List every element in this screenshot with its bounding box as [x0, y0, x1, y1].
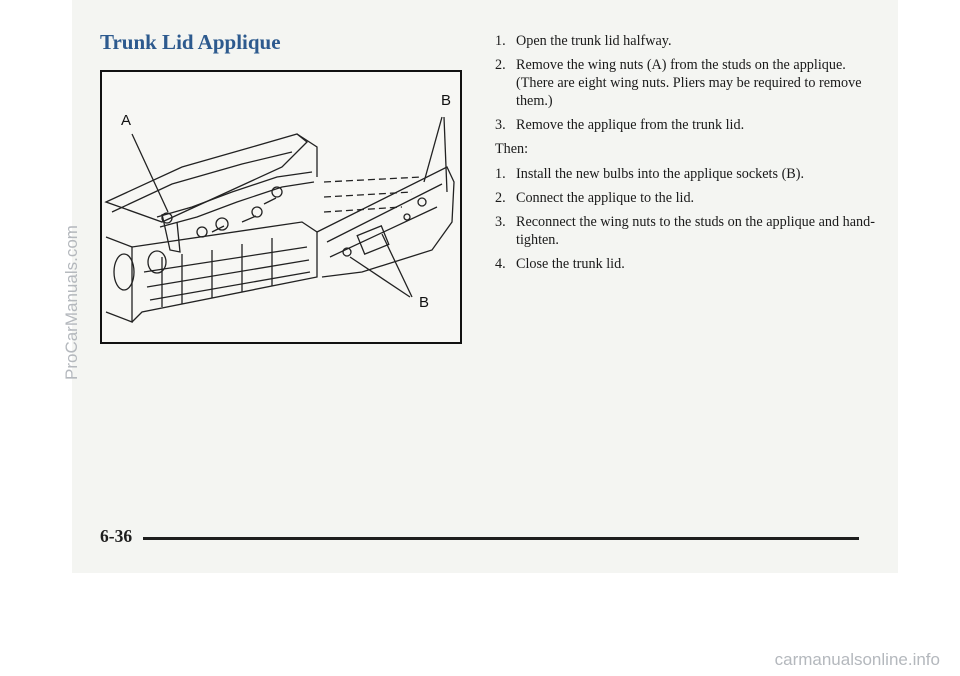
step-text: Connect the applique to the lid. — [516, 190, 695, 206]
step-item — [495, 116, 875, 134]
step-number: 4. — [495, 256, 506, 272]
callout-a: A — [121, 112, 132, 129]
side-watermark: ProCarManuals.com — [62, 225, 81, 380]
footer-rule — [143, 537, 859, 540]
page-title: Trunk Lid Applique — [100, 30, 281, 54]
step-number: 1. — [495, 166, 506, 182]
step-number: 1. — [495, 33, 506, 49]
step-text: Open the trunk lid halfway. — [516, 33, 672, 49]
page-number: 6-36 — [100, 526, 133, 546]
step-text: Remove the wing nuts (A) from the studs on the applique. (There are eight wing nuts. Pliers may be required to remove them.) — [516, 57, 862, 109]
trunk-lid-illustration — [100, 70, 462, 344]
step-item — [495, 213, 875, 249]
step-item — [495, 165, 875, 183]
step-item — [495, 32, 875, 50]
callout-b-bottom: B — [419, 294, 430, 311]
callout-b-top: B — [441, 92, 452, 109]
step-text: Remove the applique from the trunk lid. — [516, 117, 745, 133]
step-number: 2. — [495, 57, 506, 73]
step-text: Reconnect the wing nuts to the studs on the applique and hand-tighten. — [516, 214, 875, 248]
trunk-lid-drawing — [102, 72, 460, 342]
instruction-steps — [495, 32, 875, 279]
step-item — [495, 255, 875, 273]
step-text: Install the new bulbs into the applique sockets (B). — [516, 166, 805, 182]
step-number: 2. — [495, 190, 506, 206]
step-item — [495, 189, 875, 207]
step-item — [495, 56, 875, 110]
then-label: Then: — [495, 141, 529, 157]
step-number: 3. — [495, 117, 506, 133]
step-number: 3. — [495, 214, 506, 230]
step-text: Close the trunk lid. — [516, 256, 625, 272]
bottom-watermark: carmanualsonline.info — [774, 650, 940, 669]
